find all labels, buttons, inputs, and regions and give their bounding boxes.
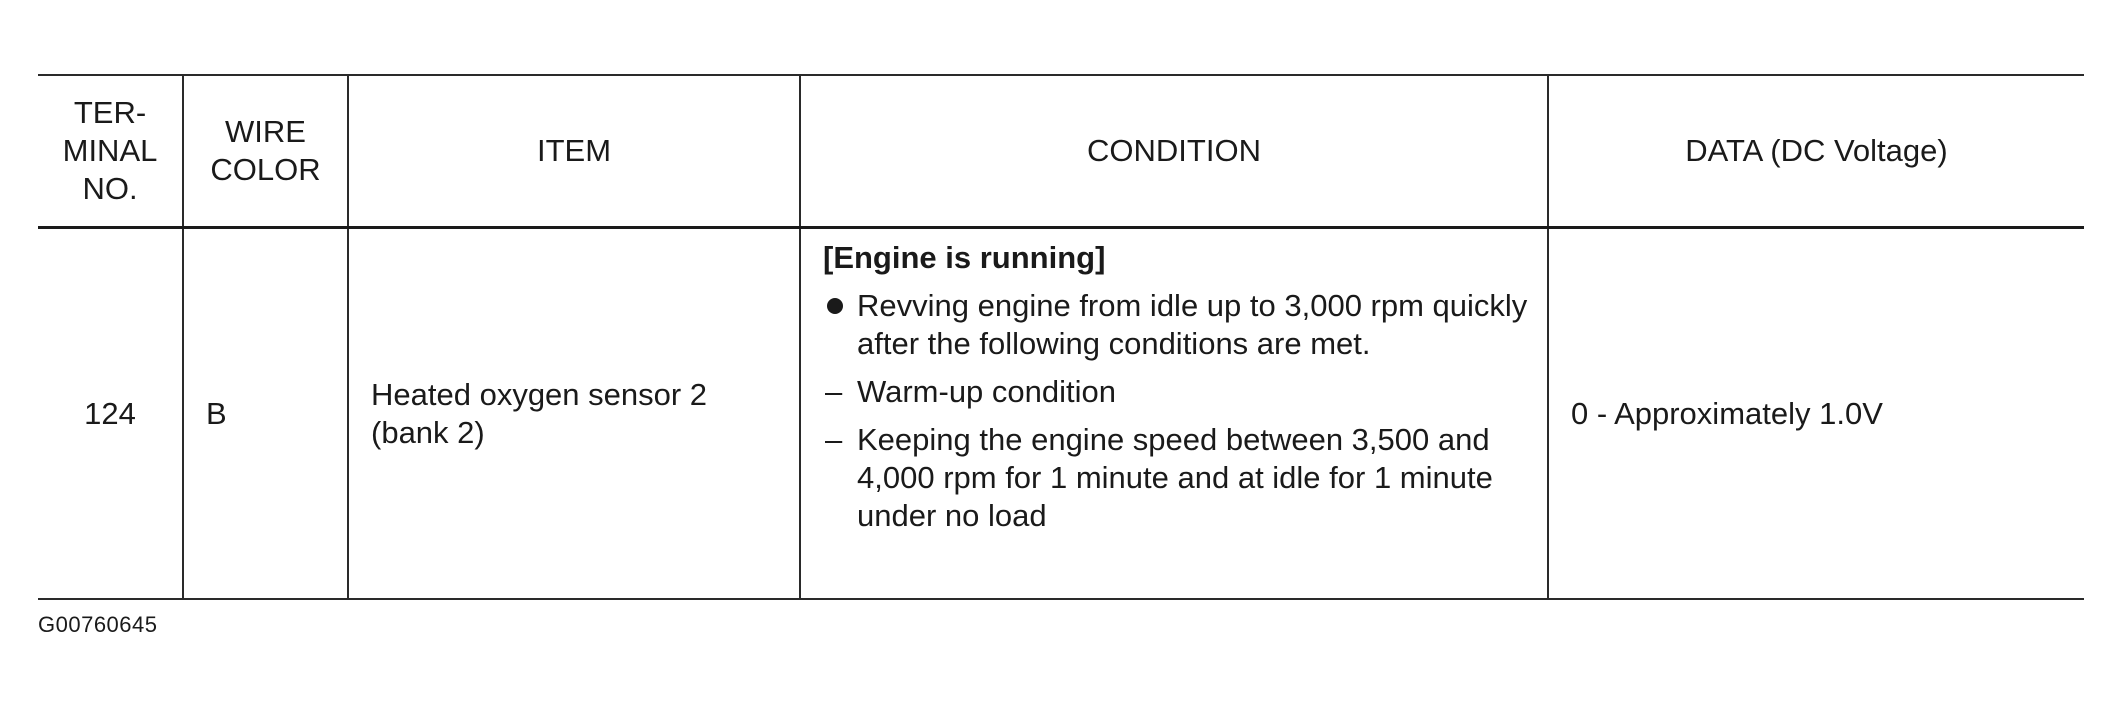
table-header [38, 75, 2084, 228]
wire-color-cell: B [183, 228, 348, 600]
terminal-data-table [38, 74, 2084, 600]
table-body [38, 228, 2084, 600]
header-wire-color [183, 75, 348, 228]
voltage-data-cell: 0 - Approximately 1.0V [1548, 228, 2084, 600]
dash-marker: – [825, 374, 843, 409]
header-terminal-line: TER- [73, 95, 147, 130]
header-terminal-line: MINAL [62, 133, 158, 168]
terminal-number-cell: 124 [38, 228, 183, 600]
table-row [38, 228, 2084, 600]
condition-entry-text: Keeping the engine speed between 3,500 and 4,000 rpm for 1 minute and at idle for 1 minute under no load [857, 422, 1493, 533]
condition-entry-text: Revving engine from idle up to 3,000 rpm quickly after the following conditions are met. [857, 288, 1528, 361]
header-row [38, 75, 2084, 228]
condition-entry [823, 287, 1537, 363]
condition-entry-text: Warm-up condition [857, 374, 1117, 409]
figure-id: G00760645 [38, 612, 158, 637]
header-item: ITEM [348, 75, 800, 228]
condition-entry [823, 373, 1537, 411]
header-terminal-no [38, 75, 183, 228]
bullet-icon [827, 298, 843, 314]
header-wire-line: WIRE [225, 114, 306, 149]
header-condition: CONDITION [800, 75, 1548, 228]
item-line: (bank 2) [371, 414, 485, 450]
condition-entry [823, 421, 1537, 535]
condition-heading: [Engine is running] [823, 240, 1106, 275]
item-line: Heated oxygen sensor 2 [371, 376, 708, 412]
header-wire-line: COLOR [210, 152, 321, 187]
item-cell [348, 228, 800, 600]
condition-cell [800, 228, 1548, 600]
header-data: DATA (DC Voltage) [1548, 75, 2084, 228]
header-terminal-line: NO. [82, 171, 138, 206]
dash-marker: – [825, 422, 843, 457]
